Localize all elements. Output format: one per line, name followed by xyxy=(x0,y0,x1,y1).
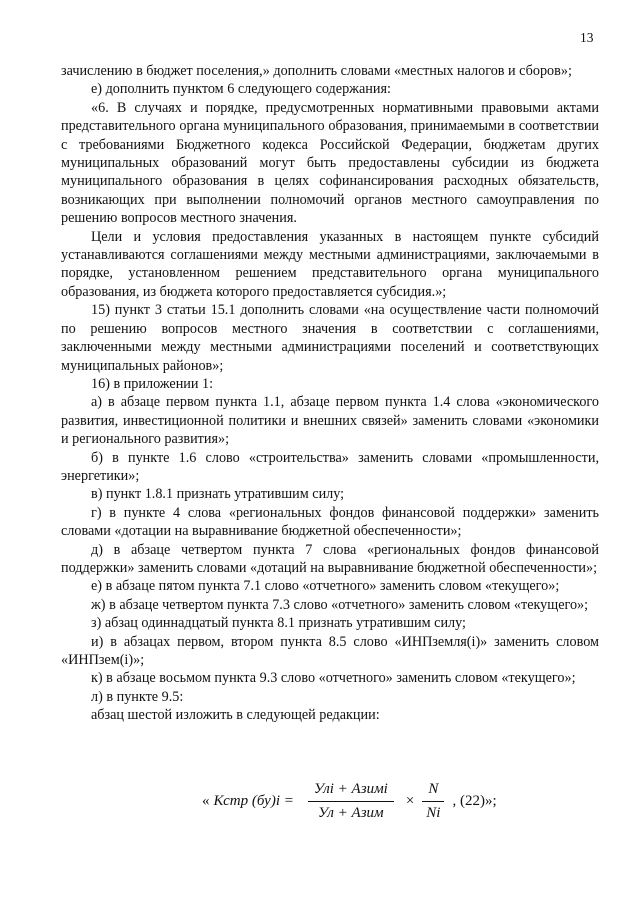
formula-fraction-1-numerator: Улi + Азимi xyxy=(313,781,388,797)
paragraph-7: а) в абзаце первом пункта 1.1, абзаце первом пункта 1.4 слова «экономического развития, инвестиционной политики и внешних связей» заменить словами «экономики и регионального развития»; xyxy=(61,394,599,448)
paragraph-1: зачислению в бюджет поселения,» дополнить словами «местных налогов и сборов»; xyxy=(61,63,572,79)
formula-fraction-2-numerator: N xyxy=(428,781,439,797)
paragraph-17: л) в пункте 9.5: xyxy=(91,688,184,705)
document-body xyxy=(61,62,599,725)
paragraph-4: Цели и условия предоставления указанных в настоящем пункте субсидий устанавливаются соглашениями между местными администрациями, заключаемыми в порядке, установленном решением представительного органа муниципального образования, из бюджета которого предоставляется субсидия.»; xyxy=(61,228,599,300)
formula-fraction-2 xyxy=(422,781,444,822)
paragraph-14: з) абзац одиннадцатый пункта 8.1 признать утратившим силу; xyxy=(91,615,466,632)
formula-fraction-1-denominator: Ул + Азим xyxy=(308,801,394,822)
formula xyxy=(198,781,497,822)
paragraph-18: абзац шестой изложить в следующей редакции: xyxy=(91,707,380,724)
paragraph-16: к) в абзаце восьмом пункта 9.3 слово «отчетного» заменить словом «текущего»; xyxy=(91,670,576,687)
formula-fraction-2-denominator: Ni xyxy=(422,801,444,822)
paragraph-3: «6. В случаях и порядке, предусмотренных нормативными правовыми актами представительного органа муниципального образования, принимаемыми в соответствии с требованиями Бюджетного кодекса Российской Федерации, бюджетам других муниципальных образований могут быть предоставлены субсидии из бюджета муниципального образования в целях софинансирования расходных обязательств, возникающих при выполнении полномочий органов местного самоуправления по решению вопросов местного значения. xyxy=(61,99,599,227)
paragraph-15: и) в абзацах первом, втором пункта 8.5 слово «ИНПземля(i)» заменить словом «ИНПзем(i)»; xyxy=(61,633,599,668)
paragraph-5: 15) пункт 3 статьи 15.1 дополнить словами «на осуществление части полномочий по решению вопросов местного значения в соответствии с соглашениями, заключенными между местными администрациями поселений и соответствующих муниципальных районов»; xyxy=(61,302,599,374)
formula-times-sign: × xyxy=(405,793,415,809)
formula-lhs: Кстр (бу)i = xyxy=(213,793,294,809)
paragraph-13: ж) в абзаце четвертом пункта 7.3 слово «отчетного» заменить словом «текущего»; xyxy=(91,596,589,613)
formula-fraction-1 xyxy=(304,781,398,822)
formula-open-quote: « xyxy=(202,793,210,809)
paragraph-6: 16) в приложении 1: xyxy=(91,375,214,392)
paragraph-12: е) в абзаце пятом пункта 7.1 слово «отчетного» заменить словом «текущего»; xyxy=(91,578,560,595)
page-number: 13 xyxy=(580,30,594,45)
paragraph-11: д) в абзаце четвертом пункта 7 слова «региональных фондов финансовой поддержки» заменить словами «дотаций на выравнивание бюджетной обеспеченности»; xyxy=(61,541,599,576)
paragraph-2: е) дополнить пунктом 6 следующего содержания: xyxy=(91,81,391,98)
formula-tail: , (22)»; xyxy=(452,793,497,809)
paragraph-9: в) пункт 1.8.1 признать утратившим силу; xyxy=(91,486,345,503)
paragraph-10: г) в пункте 4 слова «региональных фондов финансовой поддержки» заменить словами «дотации на выравнивание бюджетной обеспеченности»; xyxy=(61,504,599,540)
paragraph-8: б) в пункте 1.6 слово «строительства» заменить словами «промышленности, энергетики»; xyxy=(61,449,599,484)
